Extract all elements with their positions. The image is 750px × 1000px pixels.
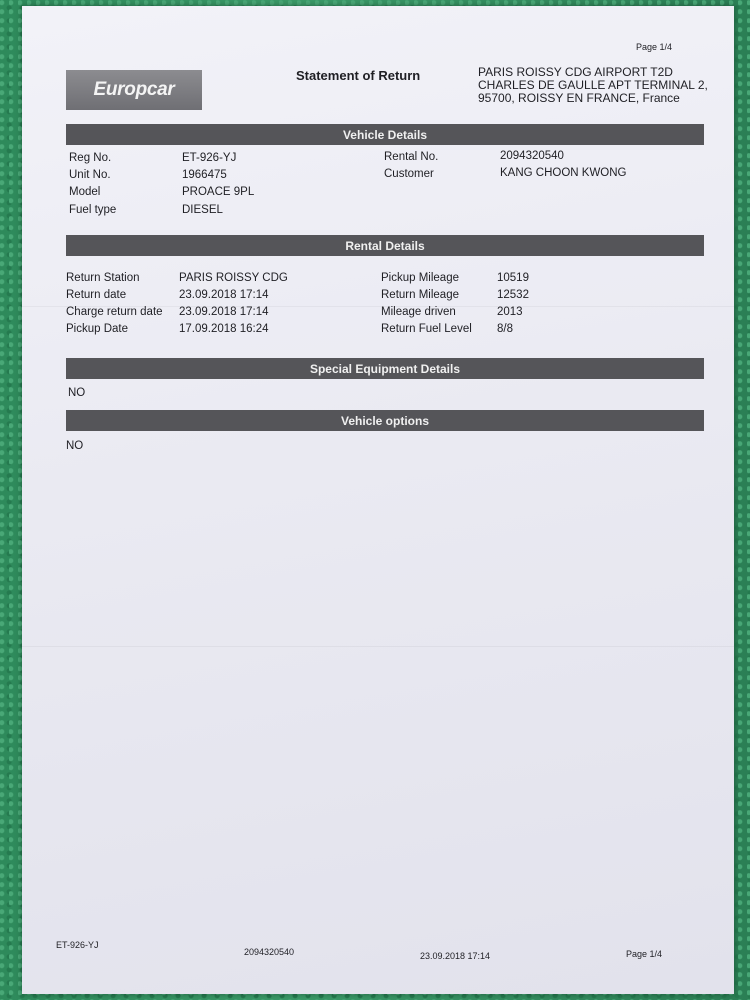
field-label: Mileage driven xyxy=(381,306,456,318)
field-value: 23.09.2018 17:14 xyxy=(179,306,269,318)
field-label: Unit No. xyxy=(69,169,111,181)
section-title: Vehicle options xyxy=(340,413,430,428)
field-value: 8/8 xyxy=(497,323,513,335)
vehicle-options-value: NO xyxy=(66,440,84,452)
field-value: 2094320540 xyxy=(500,150,564,162)
section-header-vehicle-details xyxy=(66,124,704,145)
page-number-top: Page 1/4 xyxy=(635,42,672,52)
field-value: KANG CHOON KWONG xyxy=(500,167,627,179)
section-title: Special Equipment Details xyxy=(309,361,461,376)
field-label: Customer xyxy=(384,168,434,180)
station-address xyxy=(478,66,718,105)
field-value: 12532 xyxy=(497,289,529,301)
address-line: CHARLES DE GAULLE APT TERMINAL 2, xyxy=(478,78,708,92)
field-label: Pickup Mileage xyxy=(381,272,459,284)
field-label: Return Fuel Level xyxy=(381,323,472,335)
field-label: Fuel type xyxy=(69,204,117,216)
section-header-special-equipment xyxy=(66,358,704,379)
field-label: Return date xyxy=(66,289,127,301)
document-title: Statement of Return xyxy=(296,68,421,83)
footer-page-number: Page 1/4 xyxy=(626,949,663,959)
field-value: ET-926-YJ xyxy=(182,152,237,164)
field-label: Model xyxy=(69,186,101,198)
address-line: PARIS ROISSY CDG AIRPORT T2D xyxy=(478,65,673,79)
section-title: Rental Details xyxy=(345,238,425,253)
field-value: 17.09.2018 16:24 xyxy=(179,323,269,335)
field-label: Charge return date xyxy=(66,306,163,318)
field-label: Return Station xyxy=(66,272,140,284)
field-label: Return Mileage xyxy=(381,289,459,301)
field-value: PROACE 9PL xyxy=(182,186,255,198)
field-label: Pickup Date xyxy=(66,323,129,335)
document-page xyxy=(22,6,734,994)
field-label: Rental No. xyxy=(384,151,439,163)
field-value: 10519 xyxy=(497,272,529,284)
special-equipment-value: NO xyxy=(68,387,86,399)
field-value: 23.09.2018 17:14 xyxy=(179,289,269,301)
field-value: DIESEL xyxy=(182,204,223,216)
section-header-rental-details xyxy=(66,235,704,256)
field-label: Reg No. xyxy=(69,152,112,164)
field-value: 2013 xyxy=(497,306,523,318)
field-value: PARIS ROISSY CDG xyxy=(179,272,288,284)
field-value: 1966475 xyxy=(182,169,227,181)
europcar-logo xyxy=(66,70,202,110)
address-line: 95700, ROISSY EN FRANCE, France xyxy=(478,91,680,105)
section-title: Vehicle Details xyxy=(342,127,428,142)
footer-reg: ET-926-YJ xyxy=(56,940,99,950)
section-header-vehicle-options xyxy=(66,410,704,431)
logo-text: Europcar xyxy=(93,79,175,100)
footer-date: 23.09.2018 17:14 xyxy=(420,951,491,961)
footer-rental-no: 2094320540 xyxy=(244,947,295,957)
